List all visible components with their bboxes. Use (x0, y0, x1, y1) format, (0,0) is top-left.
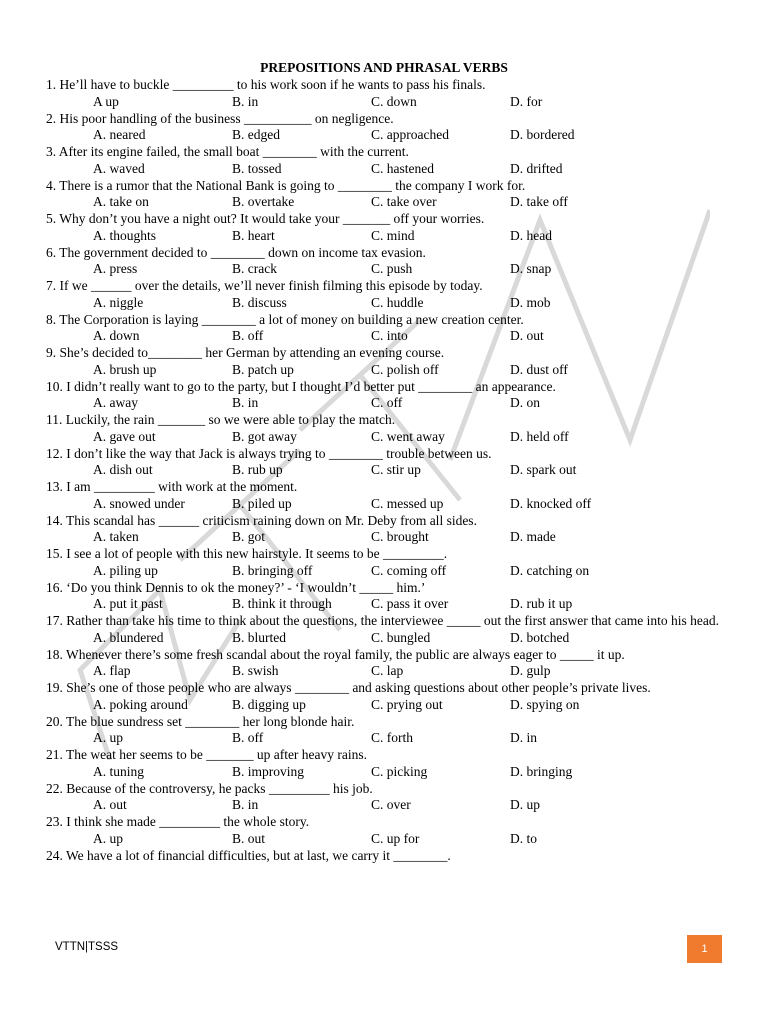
question-text: 14. This scandal has ______ criticism raining down on Mr. Deby from all sides. (46, 512, 477, 528)
answer-option: C. brought (371, 529, 429, 545)
answer-option: B. in (232, 93, 259, 109)
question-text: 7. If we ______ over the details, we’ll never finish filming this episode by today. (46, 278, 483, 293)
question-item (46, 446, 722, 480)
answer-option: B. off (232, 730, 264, 746)
answer-option: C. prying out (371, 696, 443, 712)
answer-options (46, 630, 722, 647)
answer-option: C. hastened (371, 160, 434, 176)
answer-option: B. got (232, 529, 266, 545)
answer-option: B. discuss (232, 294, 287, 310)
answer-option: A. tuning (93, 763, 145, 779)
answer-option: A. niggle (93, 294, 144, 310)
question-item (46, 245, 722, 279)
question-text: 21. The weat her seems to be _______ up after heavy rains. (46, 747, 368, 762)
answer-option: A up (93, 93, 119, 109)
answer-option: C. down (371, 93, 417, 109)
answer-option: C. off (371, 395, 403, 411)
answer-option: D. spark out (510, 462, 577, 478)
answer-options (46, 730, 722, 747)
question-text: 10. I didn’t really want to go to the party, but I thought I’d better put ________ an appearance. (46, 378, 556, 394)
answer-option: D. snap (510, 261, 552, 277)
answer-option: C. coming off (371, 562, 447, 578)
answer-option: A. gave out (93, 428, 156, 444)
footer-label: VTTN|TSSS (55, 941, 119, 953)
answer-option: B. digging up (232, 696, 306, 712)
answer-option: C. approached (371, 127, 449, 143)
answer-options (46, 395, 722, 412)
question-text: 6. The government decided to ________ down on income tax evasion. (46, 244, 426, 260)
question-text: 19. She’s one of those people who are always ________ and asking questions about other people’s private lives. (46, 680, 651, 695)
answer-option: C. mind (371, 227, 415, 243)
question-item (46, 345, 722, 379)
question-text: 1. He’ll have to buckle _________ to his work soon if he wants to pass his finals. (46, 77, 486, 92)
question-item (46, 814, 722, 848)
answer-option: D. bringing (510, 763, 573, 779)
question-text: 18. Whenever there’s some fresh scandal about the royal family, the public are always eager to _____ it up. (46, 646, 625, 662)
question-text: 8. The Corporation is laying ________ a lot of money on building a new creation center. (46, 311, 524, 327)
answer-option: A. up (93, 830, 123, 846)
answer-option: C. polish off (371, 361, 439, 377)
answer-option: A. up (93, 730, 123, 746)
question-item (46, 178, 722, 212)
question-item (46, 848, 722, 865)
question-item (46, 546, 722, 580)
answer-option: B. swish (232, 663, 279, 679)
question-text: 24. We have a lot of financial difficulties, but at last, we carry it ________. (46, 847, 451, 863)
document-title: PREPOSITIONS AND PHRASAL VERBS (260, 60, 508, 75)
question-item (46, 747, 722, 781)
answer-options (46, 127, 722, 144)
answer-option: D. up (510, 797, 540, 813)
answer-option: B. patch up (232, 361, 294, 377)
answer-option: B. edged (232, 127, 280, 143)
answer-option: A. down (93, 328, 140, 344)
answer-option: A. waved (93, 160, 145, 176)
answer-option: A. brush up (93, 361, 157, 377)
answer-options (46, 228, 722, 245)
answer-option: A. poking around (93, 696, 188, 712)
answer-options (46, 161, 722, 178)
answer-option: A. dish out (93, 462, 153, 478)
answer-option: D. mob (510, 294, 551, 310)
answer-option: C. messed up (371, 495, 444, 511)
answer-option: B. overtake (232, 194, 295, 210)
question-item (46, 479, 722, 513)
answer-options (46, 362, 722, 379)
question-item (46, 580, 722, 614)
answer-options (46, 194, 722, 211)
question-item (46, 111, 722, 145)
question-item (46, 77, 722, 111)
answer-option: D. knocked off (510, 495, 592, 511)
answer-option: D. out (510, 328, 544, 344)
question-item (46, 144, 722, 178)
answer-option: D. take off (510, 194, 568, 210)
question-text: 13. I am _________ with work at the moment. (46, 479, 298, 494)
answer-options (46, 94, 722, 111)
answer-option: D. for (510, 93, 543, 109)
answer-options (46, 697, 722, 714)
question-item (46, 680, 722, 714)
answer-option: D. spying on (510, 696, 580, 712)
answer-option: D. botched (510, 629, 570, 645)
answer-options (46, 797, 722, 814)
question-item (46, 613, 722, 647)
question-text: 12. I don’t like the way that Jack is always trying to ________ trouble between us. (46, 445, 492, 461)
answer-option: A. neared (93, 127, 146, 143)
answer-option: C. picking (371, 763, 428, 779)
answer-option: A. snowed under (93, 495, 185, 511)
question-item (46, 278, 722, 312)
answer-option: B. improving (232, 763, 305, 779)
answer-option: B. rub up (232, 462, 283, 478)
answer-option: D. drifted (510, 160, 563, 176)
answer-option: A. taken (93, 529, 139, 545)
answer-option: A. away (93, 395, 138, 411)
answer-option: C. went away (371, 428, 445, 444)
question-text: 23. I think she made _________ the whole story. (46, 814, 310, 829)
answer-option: B. out (232, 830, 266, 846)
answer-options (46, 429, 722, 446)
question-text: 2. His poor handling of the business __________ on negligence. (46, 110, 394, 126)
question-text: 15. I see a lot of people with this new hairstyle. It seems to be _________. (46, 546, 448, 561)
answer-option: B. heart (232, 227, 275, 243)
answer-option: D. to (510, 830, 537, 846)
answer-option: A. out (93, 797, 127, 813)
answer-option: C. up for (371, 830, 420, 846)
answer-option: C. huddle (371, 294, 424, 310)
answer-option: C. bungled (371, 629, 431, 645)
answer-option: D. bordered (510, 127, 575, 143)
question-text: 22. Because of the controversy, he packs _________ his job. (46, 780, 373, 796)
question-item (46, 647, 722, 681)
answer-option: C. take over (371, 194, 437, 210)
answer-option: D. head (510, 227, 552, 243)
question-text: 20. The blue sundress set ________ her long blonde hair. (46, 713, 355, 729)
answer-option: D. rub it up (510, 596, 573, 612)
answer-option: B. off (232, 328, 264, 344)
answer-option: D. in (510, 730, 537, 746)
question-text: 16. ‘Do you think Dennis to ok the money?’ - ‘I wouldn’t _____ him.’ (46, 579, 426, 595)
question-text: 4. There is a rumor that the National Bank is going to ________ the company I work for. (46, 177, 526, 193)
answer-option: B. in (232, 395, 259, 411)
answer-option: C. pass it over (371, 596, 449, 612)
answer-option: D. dust off (510, 361, 568, 377)
question-item (46, 412, 722, 446)
answer-option: B. piled up (232, 495, 292, 511)
answer-option: C. over (371, 797, 411, 813)
question-item (46, 379, 722, 413)
answer-options (46, 328, 722, 345)
answer-option: A. thoughts (93, 227, 157, 243)
answer-options (46, 563, 722, 580)
question-text: 5. Why don’t you have a night out? It would take your _______ off your worries. (46, 211, 485, 226)
question-item (46, 714, 722, 748)
answer-option: D. gulp (510, 663, 551, 679)
question-text: 9. She’s decided to________ her German by attending an evening course. (46, 345, 445, 360)
answer-option: B. in (232, 797, 259, 813)
answer-option: A. take on (93, 194, 149, 210)
question-text: 3. After its engine failed, the small boat ________ with the current. (46, 144, 409, 159)
answer-options (46, 496, 722, 513)
answer-option: A. press (93, 261, 138, 277)
question-item (46, 513, 722, 547)
answer-option: B. got away (232, 428, 297, 444)
answer-options (46, 295, 722, 312)
question-text: 17. Rather than take his time to think about the questions, the interviewee _____ out the first answer that came into his head. (46, 613, 719, 628)
answer-option: C. into (371, 328, 408, 344)
answer-options (46, 462, 722, 479)
answer-option: A. piling up (93, 562, 158, 578)
answer-option: B. blurted (232, 629, 286, 645)
answer-options (46, 261, 722, 278)
answer-options (46, 663, 722, 680)
answer-option: C. stir up (371, 462, 421, 478)
answer-option: D. made (510, 529, 556, 545)
answer-option: C. lap (371, 663, 404, 679)
question-text: 11. Luckily, the rain _______ so we were able to play the match. (46, 412, 396, 427)
page-number-badge: 1 (687, 935, 722, 963)
answer-option: A. blundered (93, 629, 164, 645)
answer-option: B. crack (232, 261, 277, 277)
answer-option: B. think it through (232, 596, 332, 612)
question-item (46, 781, 722, 815)
question-item (46, 312, 722, 346)
answer-option: B. bringing off (232, 562, 313, 578)
question-item (46, 211, 722, 245)
answer-options (46, 764, 722, 781)
answer-option: C. push (371, 261, 413, 277)
answer-option: A. put it past (93, 596, 163, 612)
answer-option: D. catching on (510, 562, 590, 578)
answer-option: D. held off (510, 428, 569, 444)
answer-options (46, 831, 722, 848)
question-list (46, 77, 722, 864)
answer-option: C. forth (371, 730, 413, 746)
answer-options (46, 596, 722, 613)
answer-option: D. on (510, 395, 540, 411)
answer-option: B. tossed (232, 160, 282, 176)
answer-option: A. flap (93, 663, 131, 679)
answer-options (46, 529, 722, 546)
